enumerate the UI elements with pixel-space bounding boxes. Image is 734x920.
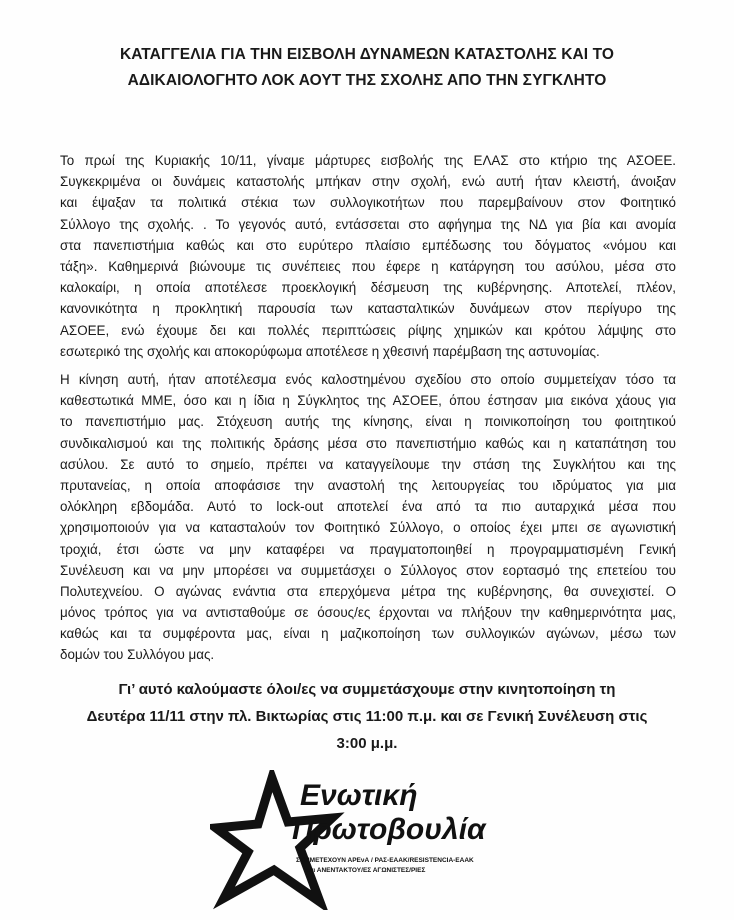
- logo-name-line: Ενωτική: [300, 779, 418, 812]
- paragraph-1: [60, 150, 676, 362]
- text-line: Σύλλογο της σχολής. . Το γεγονός αυτό, εντάσσεται στο αφήγημα της ΝΔ για βία και ανομία: [60, 216, 676, 232]
- text-line: Συγκεκριμένα οι δυνάμεις καταστολής μπήκαν στην σχολή, ενώ αυτή ήταν κλειστή, άνοιξαν: [60, 174, 676, 190]
- call-to-action: [40, 676, 694, 757]
- text-line: πρυτανείας, η οποία αποφάσισε την αναστολή της λειτουργείας του ιδρύματος για μια: [60, 477, 676, 493]
- paragraph-2: [60, 369, 676, 666]
- call-line: 3:00 μ.μ.: [336, 735, 398, 752]
- text-line: και έψαξαν τα πολιτικά στέκια των συλλογικοτήτων που παρεμβαίνουν στον Φοιτητικό: [60, 195, 676, 211]
- text-line: καθώς και τα συμφέροντα μας, είναι η μαζικοποίηση των συλλογικών αγώνων, μέσω των: [60, 626, 676, 642]
- call-line: Γι’ αυτό καλούμαστε όλοι/ες να συμμετάσχουμε στην κινητοποίηση τη: [118, 681, 616, 698]
- text-line: καλοκαίρι, η οποία αποτέλεσε προεκλογική δέσμευση της κυβέρνησης. Αποτελεί, πλέον,: [60, 280, 676, 296]
- text-line: το πανεπιστήμιο μας. Στόχευση αυτής της κίνησης, είναι η ποινικοποίηση του φοιτητικού: [60, 414, 676, 430]
- text-line: Συνέλευση και να μην μπορέσει να συμμετάσχει ο Σύλλογος στον εορτασμό της επετείου του: [60, 562, 676, 578]
- title-line: ΚΑΤΑΓΓΕΛΙΑ ΓΙΑ ΤΗΝ ΕΙΣΒΟΛΗ ΔΥΝΑΜΕΩΝ ΚΑΤΑΣΤΟΛΗΣ ΚΑΙ ΤΟ: [119, 46, 615, 63]
- text-line: χρησιμοποιούν για να κατασταλούν τον Φοιτητικό Σύλλογο, ο οποίος έχει μπει σε αγωνιστική: [60, 520, 676, 536]
- logo-name-line: Πρωτοβουλία: [292, 813, 486, 846]
- title-line: ΑΔΙΚΑΙΟΛΟΓΗΤΟ ΛΟΚ ΑΟΥΤ ΤΗΣ ΣΧΟΛΗΣ ΑΠΟ ΤΗΝ ΣΥΓΚΛΗΤΟ: [127, 72, 607, 89]
- text-line: συνδικαλισμού και της πολιτικής δράσης μέσα στο πανεπιστήμιο καθώς και η καταπάτηση του: [60, 435, 676, 451]
- text-line: εσωτερικό της σχολής και αποκορύφωμα αποτέλεσε η χθεσινή παρέμβαση της αστυνομίας.: [60, 343, 600, 359]
- text-line: κανονικότητα η προκλητική παρουσία των κατασταλτικών δυνάμεων στον περίγυρο της: [60, 301, 676, 317]
- document-title: [60, 42, 674, 94]
- logo-subtitle: ΣΥΜΜΕΤΕΧΟΥΝ ΑΡΕνΑ / ΡΑΣ-ΕΑΑΚ/RESISTENCIA-ΕΑΑΚ: [296, 857, 474, 864]
- organization-logo: [210, 770, 540, 910]
- text-line: μόνος τρόπος για να αντισταθούμε σε όσους/ες έρχονται να πλήξουν την καθημερινότητα μας,: [60, 605, 676, 621]
- text-line: ολόκληρη εβδομάδα. Αυτό το lock-out αποτελεί ένα από τα πιο αυταρχικά μέσα που: [60, 499, 676, 515]
- logo-subtitle: και ΑΝΕΝΤΑΚΤΟΥ/ΕΣ ΑΓΩΝΙΣΤΕΣ/ΡΙΕΣ: [306, 867, 426, 874]
- text-line: τροχιά, έτσι ώστε να μην καταφέρει να πραγματοποιηθεί η προγραμματισμένη Γενική: [60, 541, 676, 557]
- text-line: Η κίνηση αυτή, ήταν αποτέλεσμα ενός καλοστημένου σχεδίου στο οποίο συμμετείχαν τόσο τα: [60, 372, 676, 387]
- text-line: Πολυτεχνείου. Ο αγώνας ενάντια στα επερχόμενα μέτρα της κυβέρνησης, θα συνεχιστεί. Ο: [60, 583, 676, 599]
- text-line: στα πανεπιστήμια καθώς και στο ευρύτερο πλαίσιο εμπέδωσης του δόγματος «νόμου και: [60, 237, 676, 253]
- text-line: δομών του Συλλόγου μας.: [60, 647, 215, 663]
- text-line: τάξη». Καθημερινά βιώνουμε τις συνέπειες που έφερε η κατάργηση του ασύλου, μέσα στο: [60, 258, 676, 274]
- call-line: Δευτέρα 11/11 στην πλ. Βικτωρίας στις 11:00 π.μ. και σε Γενική Συνέλευση στις: [86, 708, 648, 725]
- text-line: ΑΣΟΕΕ, ενώ έχουμε δει και πολλές περιπτώσεις ρίψης χημικών και κρότου λάμψης στο: [60, 322, 676, 338]
- text-line: καθεστωτικά ΜΜΕ, όσο και η ίδια η Σύγκλητος της ΑΣΟΕΕ, όπου έστησαν μια εικόνα χάους για: [60, 393, 676, 409]
- text-line: ασύλου. Σε αυτό το σημείο, πρέπει να καταγγείλουμε την στάση της Συγκλήτου και της: [60, 456, 676, 472]
- text-line: Το πρωί της Κυριακής 10/11, γίναμε μάρτυρες εισβολής της ΕΛΑΣ στο κτήριο της ΑΣΟΕΕ.: [60, 153, 676, 168]
